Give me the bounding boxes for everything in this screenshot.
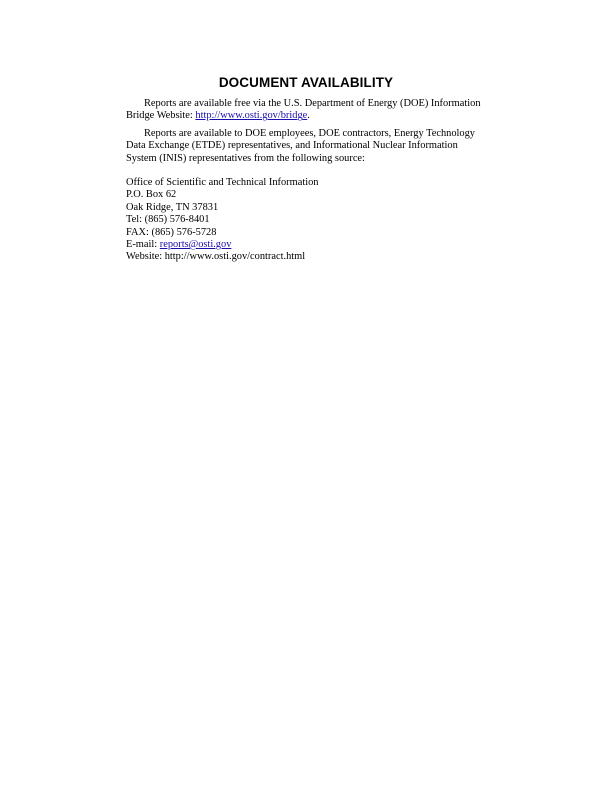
email-line bbox=[126, 239, 486, 251]
email-label: E-mail: bbox=[126, 239, 160, 251]
paragraph1-period: . bbox=[307, 110, 310, 122]
organization-name: Office of Scientific and Technical Information bbox=[126, 177, 319, 189]
fax-number: FAX: (865) 576-5728 bbox=[126, 226, 217, 238]
city-state-zip: Oak Ridge, TN 37831 bbox=[126, 201, 219, 213]
website-line: Website: http://www.osti.gov/contract.html bbox=[126, 251, 306, 263]
telephone-number: Tel: (865) 576-8401 bbox=[126, 214, 210, 226]
paragraph1-text: Reports are available free via the U.S. Department of Energy (DOE) Information Bridge Website: bbox=[126, 98, 481, 122]
po-box: P.O. Box 62 bbox=[126, 189, 177, 201]
document-availability-section bbox=[126, 75, 486, 264]
information-bridge-paragraph bbox=[126, 98, 486, 123]
email-link[interactable]: reports@osti.gov bbox=[159, 239, 232, 251]
information-bridge-link[interactable]: http://www.osti.gov/bridge bbox=[195, 110, 308, 122]
availability-paragraph: Reports are available to DOE employees, DOE contractors, Energy Technology Data Exchange (ETDE) representatives, and Informational Nuclear Information System (INIS) representatives from the following source: bbox=[126, 127, 475, 164]
page-title: DOCUMENT AVAILABILITY bbox=[218, 75, 394, 90]
contact-address-block bbox=[126, 177, 486, 264]
